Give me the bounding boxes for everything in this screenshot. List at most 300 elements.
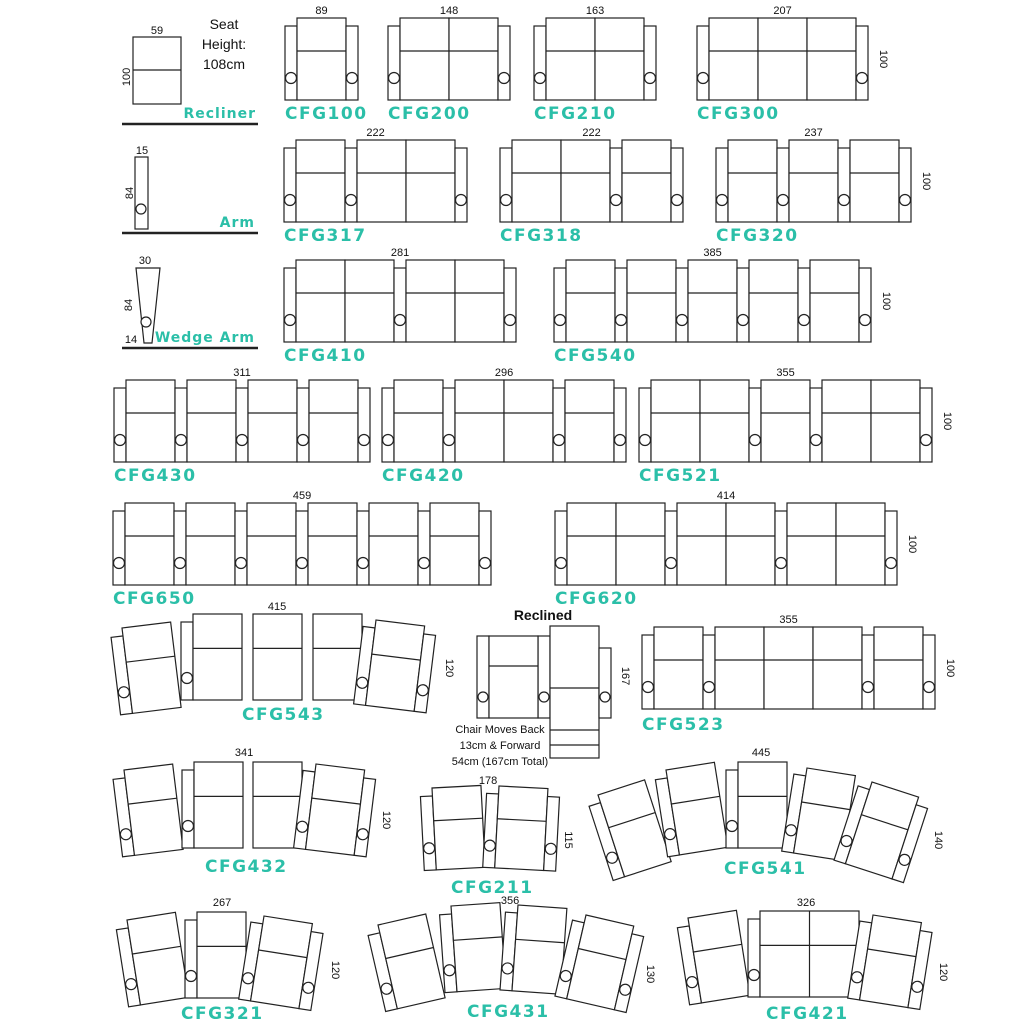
config-label: CFG430 (114, 466, 197, 486)
config-cfg521 (639, 367, 953, 486)
recline-button-icon (545, 843, 557, 855)
arm (665, 511, 677, 585)
recline-button-icon (456, 195, 467, 206)
config-width: 163 (585, 5, 605, 17)
config-cfg317 (284, 127, 467, 246)
recline-button-icon (698, 73, 709, 84)
arm (174, 511, 186, 585)
arm (859, 268, 871, 342)
config-cfg523 (642, 614, 956, 735)
curved-seat (676, 910, 750, 1004)
sofa-seat (296, 260, 345, 342)
legend-recliner-depth: 100 (121, 67, 133, 87)
recline-button-icon (799, 315, 810, 326)
legend-wedge-label: Wedge Arm (154, 330, 255, 346)
sofa-seat (807, 18, 856, 100)
curved-seat (182, 762, 243, 848)
recline-button-icon (886, 558, 897, 569)
config-label: CFG432 (205, 857, 288, 877)
legend-arm-depth: 84 (124, 186, 136, 200)
recline-button-icon (359, 435, 370, 446)
sofa-seat (512, 140, 561, 222)
arm (703, 635, 715, 709)
config-label: CFG200 (388, 104, 471, 124)
config-depth: 115 (562, 831, 574, 849)
config-width: 355 (779, 614, 798, 626)
config-label: CFG650 (113, 589, 196, 609)
recliner-seat (309, 380, 358, 462)
curved-seat (726, 762, 787, 848)
arm (182, 770, 194, 848)
configurations (110, 5, 956, 1023)
recliner-seat (627, 260, 676, 342)
sofa-seat (677, 503, 726, 585)
config-width: 356 (500, 895, 520, 907)
arm (284, 148, 296, 222)
recliner-seat (197, 912, 246, 998)
recline-button-icon (921, 435, 932, 446)
arm (418, 511, 430, 585)
config-depth: 100 (941, 411, 953, 431)
config-label: CFG541 (724, 859, 807, 879)
recliner-seat (728, 140, 777, 222)
sofa-seat (787, 503, 836, 585)
curved-seat (112, 764, 183, 857)
sofa-seat (700, 380, 749, 462)
legend-wedge-arm (122, 255, 258, 348)
recliner-seat (874, 627, 923, 709)
recliner-seat (810, 260, 859, 342)
config-depth: 130 (644, 964, 656, 984)
config-depth: 100 (920, 171, 932, 191)
recline-button-icon (535, 73, 546, 84)
arm (775, 511, 787, 585)
reclined-note-1: Chair Moves Back (455, 724, 545, 736)
config-label: CFG300 (697, 104, 780, 124)
config-cfg210 (534, 5, 656, 124)
curved-seat (420, 785, 485, 870)
recline-button-icon (383, 435, 394, 446)
config-cfg100 (285, 5, 368, 124)
arm (737, 268, 749, 342)
recline-button-icon (776, 558, 787, 569)
sofa-seat (504, 380, 553, 462)
legend-recliner (121, 16, 258, 124)
arm (357, 511, 369, 585)
config-width: 148 (439, 5, 459, 17)
config-label: CFG317 (284, 226, 367, 246)
arm (920, 388, 932, 462)
curved-seat (500, 904, 567, 994)
config-cfg543 (110, 601, 455, 725)
config-cfg321 (115, 897, 341, 1023)
recline-button-icon (860, 315, 871, 326)
recline-button-icon (286, 73, 297, 84)
recline-button-icon (666, 558, 677, 569)
recliner-seat (394, 380, 443, 462)
recliner-seat (566, 260, 615, 342)
recline-button-icon (640, 435, 651, 446)
recliner-seat (850, 140, 899, 222)
arm (726, 770, 738, 848)
recliner-seat (186, 503, 235, 585)
arm (185, 920, 197, 998)
arm (346, 26, 358, 100)
reclined-depth: 167 (619, 666, 631, 686)
config-cfg318 (500, 127, 683, 246)
curved-seat (654, 762, 728, 856)
arm (382, 388, 394, 462)
arm (345, 148, 357, 222)
sofa-seat (357, 140, 406, 222)
arm (443, 388, 455, 462)
recline-button-icon (857, 73, 868, 84)
recline-button-icon (645, 73, 656, 84)
config-cfg431 (366, 895, 656, 1022)
config-label: CFG521 (639, 466, 722, 486)
recliner-seat (546, 18, 595, 100)
recliner-seat (738, 762, 787, 848)
recliner-seat (761, 380, 810, 462)
config-cfg211 (420, 775, 574, 898)
recliner-seat (124, 764, 183, 855)
arm (639, 388, 651, 462)
recliner-seat (126, 380, 175, 462)
reclined-note-2: 13cm & Forward (459, 740, 541, 752)
config-label: CFG318 (500, 226, 583, 246)
recliner-seat (369, 503, 418, 585)
recliner-seat (688, 260, 737, 342)
sofa-seat (567, 503, 616, 585)
config-width: 281 (390, 247, 410, 259)
arm (236, 388, 248, 462)
config-label: CFG210 (534, 104, 617, 124)
arm (113, 511, 125, 585)
recline-button-icon (183, 821, 194, 832)
recliner-seat (595, 18, 644, 100)
curved-seat (115, 912, 189, 1006)
seat-height-line-3: 108cm (202, 56, 246, 72)
recliner-seat (125, 503, 174, 585)
config-width: 415 (267, 601, 287, 613)
config-width: 296 (494, 367, 514, 379)
curved-seat (253, 614, 302, 700)
recline-button-icon (554, 435, 565, 446)
recline-button-icon (285, 315, 296, 326)
config-label: CFG321 (181, 1004, 264, 1023)
arm (716, 148, 728, 222)
arm (748, 919, 760, 997)
recliner-seat (122, 622, 181, 713)
config-label: CFG523 (642, 715, 725, 735)
config-cfg420 (382, 367, 626, 486)
recline-button-icon (615, 435, 626, 446)
config-label: CFG431 (467, 1002, 550, 1022)
arm (777, 148, 789, 222)
curved-seat (313, 614, 362, 700)
config-depth: 120 (937, 962, 949, 982)
recline-button-icon (296, 821, 308, 833)
arm (749, 388, 761, 462)
arm (642, 635, 654, 709)
sofa-seat (345, 260, 394, 342)
recline-button-icon (120, 828, 132, 840)
config-depth: 100 (944, 658, 956, 678)
arm (498, 26, 510, 100)
recline-button-icon (556, 558, 567, 569)
recline-button-icon (484, 840, 496, 852)
legend-wedge-depth: 84 (123, 298, 135, 312)
legend-recliner-label: Recliner (183, 106, 256, 122)
arm (388, 26, 400, 100)
arm (899, 148, 911, 222)
legend-arm (122, 145, 258, 233)
arm (285, 26, 297, 100)
recliner-seat (495, 786, 548, 870)
sofa-seat (406, 140, 455, 222)
config-width: 222 (582, 127, 601, 139)
recline-button-icon (182, 673, 193, 684)
config-label: CFG540 (554, 346, 637, 366)
recline-button-icon (356, 677, 368, 689)
recline-button-icon (778, 195, 789, 206)
arm (856, 26, 868, 100)
arm (697, 26, 709, 100)
curved-seat (439, 903, 506, 993)
recline-button-icon (900, 195, 911, 206)
config-label: CFG420 (382, 466, 465, 486)
config-cfg541 (587, 747, 944, 883)
recline-button-icon (237, 435, 248, 446)
config-label: CFG320 (716, 226, 799, 246)
config-cfg320 (716, 127, 932, 246)
recline-button-icon (863, 682, 874, 693)
config-width: 341 (234, 747, 254, 759)
recline-button-icon (395, 315, 406, 326)
recline-button-icon (480, 558, 491, 569)
recline-button-icon (175, 558, 186, 569)
config-label: CFG100 (285, 104, 368, 124)
sofa-seat (726, 503, 775, 585)
recliner-seat (430, 503, 479, 585)
arm (610, 148, 622, 222)
recliner-seat (451, 903, 506, 992)
config-cfg650 (113, 490, 491, 609)
legend-recliner-width: 59 (150, 25, 164, 37)
config-width: 385 (703, 247, 722, 259)
sofa-seat (764, 627, 813, 709)
seat-height-line-2: Height: (201, 36, 247, 52)
recliner-seat (749, 260, 798, 342)
recline-button-icon (738, 315, 749, 326)
arm (534, 26, 546, 100)
config-width: 89 (315, 5, 328, 17)
config-width: 414 (716, 490, 736, 502)
arm (644, 26, 656, 100)
config-cfg421 (676, 897, 949, 1023)
arm (181, 622, 193, 700)
recline-button-icon (727, 821, 738, 832)
sofa-seat (709, 18, 758, 100)
legend-arm-label: Arm (219, 215, 255, 231)
arm (671, 148, 683, 222)
recline-button-icon (236, 558, 247, 569)
recline-button-icon (502, 963, 514, 975)
config-depth: 120 (329, 960, 341, 980)
curved-seat (294, 763, 377, 857)
config-depth: 140 (932, 830, 944, 850)
config-cfg410 (284, 247, 516, 366)
recliner-seat (622, 140, 671, 222)
recliner-seat (248, 380, 297, 462)
config-depth: 120 (443, 658, 455, 678)
config-depth: 100 (906, 534, 918, 554)
config-width: 326 (796, 897, 816, 909)
config-width: 355 (776, 367, 795, 379)
config-cfg620 (555, 490, 918, 609)
arm (554, 268, 566, 342)
recline-button-icon (750, 435, 761, 446)
config-depth: 100 (880, 291, 892, 311)
reclined-note-3: 54cm (167cm Total) (451, 756, 549, 768)
recline-button-icon (186, 971, 197, 982)
config-cfg432 (112, 747, 392, 877)
sofa-seat (455, 380, 504, 462)
arm (500, 148, 512, 222)
recline-button-icon (749, 970, 760, 981)
curved-seat (354, 619, 437, 713)
curved-seat (239, 914, 325, 1010)
arm (504, 268, 516, 342)
config-depth: 100 (877, 49, 889, 69)
recline-button-icon (444, 964, 456, 976)
recliner-seat (313, 614, 362, 700)
sofa-seat (651, 380, 700, 462)
curved-seat (110, 622, 181, 715)
legend-wedge-top: 30 (138, 255, 152, 267)
recline-button-icon (811, 435, 822, 446)
arm (175, 388, 187, 462)
recline-button-icon (643, 682, 654, 693)
recline-button-icon (704, 682, 715, 693)
config-width: 222 (366, 127, 385, 139)
recline-button-icon (347, 73, 358, 84)
recliner-seat (308, 503, 357, 585)
recline-button-icon (924, 682, 935, 693)
curved-seat (748, 911, 859, 997)
sofa-seat (836, 503, 885, 585)
recline-button-icon (505, 315, 516, 326)
arm (676, 268, 688, 342)
recline-button-icon (677, 315, 688, 326)
config-cfg540 (554, 247, 892, 366)
config-label: CFG620 (555, 589, 638, 609)
config-cfg200 (388, 5, 510, 124)
curved-seat (555, 912, 645, 1012)
config-label: CFG410 (284, 346, 367, 366)
arm (284, 268, 296, 342)
recline-button-icon (672, 195, 683, 206)
arm (614, 388, 626, 462)
recline-button-icon (499, 73, 510, 84)
arm (479, 511, 491, 585)
recline-button-icon (417, 684, 429, 696)
recline-button-icon (839, 195, 850, 206)
reclined-illustration (452, 607, 631, 768)
recline-button-icon (444, 435, 455, 446)
curved-seat (366, 914, 445, 1012)
recline-button-icon (297, 558, 308, 569)
sofa-seat (616, 503, 665, 585)
arm (394, 268, 406, 342)
arm (810, 388, 822, 462)
recliner-seat (253, 614, 302, 700)
recline-button-icon (358, 558, 369, 569)
sofa-seat (561, 140, 610, 222)
curved-seat (181, 614, 242, 700)
config-label: CFG543 (242, 705, 325, 725)
curved-seat (483, 785, 560, 871)
recline-button-icon (357, 828, 369, 840)
recline-button-icon (115, 435, 126, 446)
config-cfg430 (114, 367, 370, 486)
reclined-title: Reclined (513, 607, 573, 623)
recline-button-icon (423, 842, 435, 854)
recliner-seat (789, 140, 838, 222)
legend-arm-width: 15 (135, 145, 149, 157)
recline-button-icon (298, 435, 309, 446)
recline-button-icon (501, 195, 512, 206)
legend-wedge-bottom: 14 (124, 334, 138, 346)
recliner-seat (297, 18, 346, 100)
curved-seat (185, 912, 246, 998)
arm (615, 268, 627, 342)
config-depth: 120 (380, 810, 392, 830)
arm (798, 268, 810, 342)
sofa-seat (822, 380, 871, 462)
sofa-seat (871, 380, 920, 462)
recline-button-icon (118, 686, 130, 698)
sofa-seat (715, 627, 764, 709)
arm (885, 511, 897, 585)
recline-button-icon (616, 315, 627, 326)
arm (553, 388, 565, 462)
seat-height-line-1: Seat (209, 16, 239, 32)
arm (555, 511, 567, 585)
config-width: 207 (773, 5, 792, 17)
config-width: 459 (292, 490, 312, 502)
config-label: CFG211 (451, 878, 534, 898)
config-label: CFG421 (766, 1004, 849, 1023)
arm (455, 148, 467, 222)
config-width: 178 (478, 775, 498, 787)
curved-seat (848, 913, 934, 1009)
sofa-seat (400, 18, 449, 100)
config-width: 311 (233, 367, 251, 379)
recline-button-icon (114, 558, 125, 569)
arm (923, 635, 935, 709)
sofa-seat (455, 260, 504, 342)
sofa-seat (449, 18, 498, 100)
sofa-seat (406, 260, 455, 342)
config-width: 267 (212, 897, 232, 909)
arm (862, 635, 874, 709)
arm (297, 388, 309, 462)
recline-button-icon (389, 73, 400, 84)
sofa-seat (813, 627, 862, 709)
recline-button-icon (555, 315, 566, 326)
arm (838, 148, 850, 222)
